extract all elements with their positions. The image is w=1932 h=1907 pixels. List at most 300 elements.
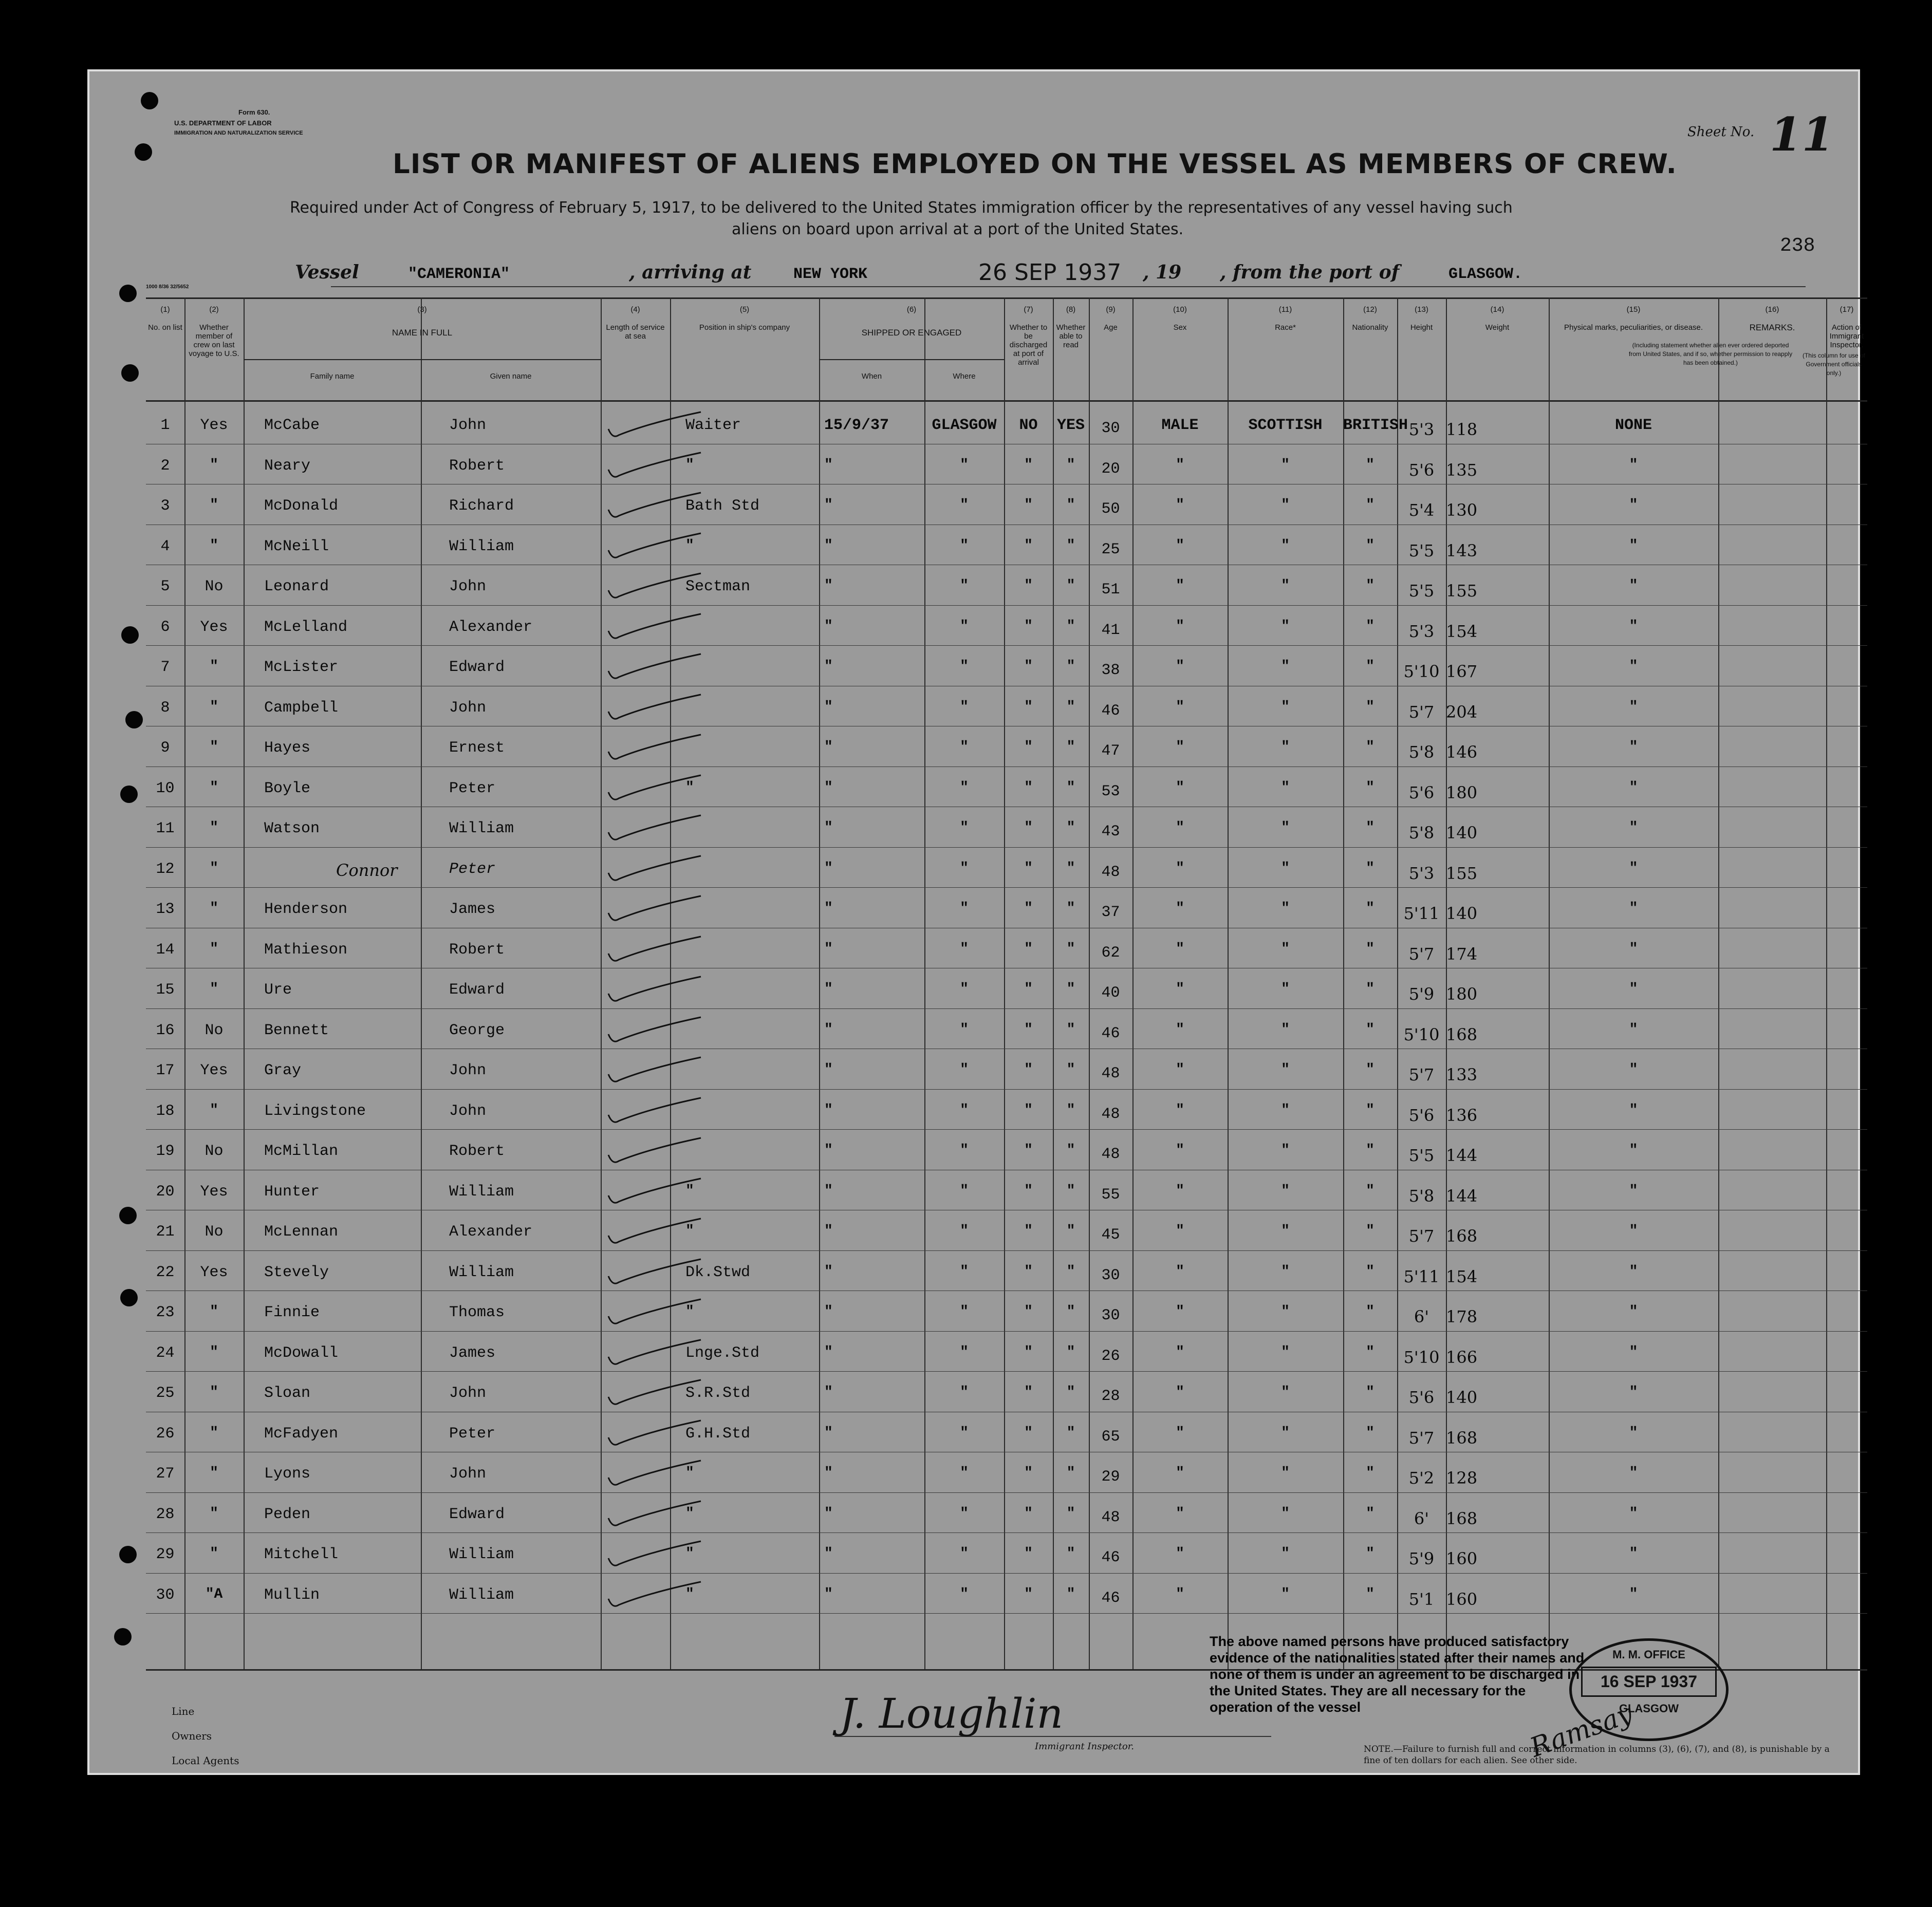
cell-family: McMillan (264, 1143, 339, 1160)
check-stroke (608, 1179, 701, 1203)
cell-weight: 180 (1446, 984, 1478, 1004)
cell-weight: 178 (1446, 1307, 1478, 1326)
office-stamp-bottom: GLASGOW (1619, 1702, 1679, 1715)
cell-weight: 133 (1446, 1065, 1478, 1085)
column-header: Physical marks, peculiarities, or disease. (1564, 323, 1703, 332)
cell-family: Gray (264, 1062, 302, 1079)
cell-position: Waiter (685, 417, 741, 434)
cell-read: " (1066, 981, 1075, 997)
service-check-mark (603, 490, 706, 526)
cell-given: John (449, 1062, 487, 1079)
cell-height: 5'7 (1408, 1428, 1435, 1448)
cell-read: " (1066, 578, 1075, 594)
punch-hole (121, 364, 139, 382)
cell-nat: " (1366, 537, 1374, 554)
cell-family: Mullin (264, 1586, 320, 1604)
cell-age: 20 (1101, 460, 1120, 478)
cell-no: 8 (160, 699, 170, 717)
cell-when: " (824, 820, 833, 836)
cell-nat: " (1366, 901, 1374, 917)
cell-disch: " (1024, 1344, 1033, 1360)
column-number: (10) (1173, 305, 1187, 314)
cell-nat: " (1366, 1546, 1374, 1562)
cell-age: 62 (1101, 944, 1120, 962)
cell-weight: 130 (1446, 500, 1478, 520)
cell-where: " (960, 981, 969, 997)
cell-no: 29 (156, 1546, 175, 1563)
cell-nat: " (1366, 1263, 1374, 1280)
footer-note-text: NOTE.—Failure to furnish full and correct information in columns (3), (6), (7), and (8), is punishable by a fine of ten dollars for each alien. See other side. (1364, 1744, 1830, 1766)
cell-no: 18 (156, 1102, 175, 1120)
cell-no: 2 (160, 457, 170, 475)
service-check-mark (603, 611, 706, 647)
cell-position: " (685, 1586, 694, 1602)
cell-prev: " (210, 1102, 218, 1118)
cell-age: 29 (1101, 1468, 1120, 1486)
cell-position: " (685, 1223, 694, 1239)
cell-age: 48 (1101, 863, 1120, 881)
cell-nat: " (1366, 981, 1374, 997)
cell-weight: 144 (1446, 1146, 1478, 1165)
cell-disch: " (1024, 1465, 1033, 1481)
cell-marks: " (1629, 1304, 1638, 1320)
cell-read: " (1066, 1425, 1075, 1441)
cell-race: " (1281, 1021, 1290, 1038)
cell-marks: " (1629, 537, 1638, 554)
cell-weight: 204 (1446, 702, 1478, 722)
cell-where: GLASGOW (932, 417, 997, 434)
cell-disch: " (1024, 537, 1033, 554)
cell-weight: 167 (1446, 662, 1478, 681)
cell-marks: " (1629, 1223, 1638, 1239)
service-check-mark (603, 1458, 706, 1494)
cell-when: " (824, 618, 833, 634)
check-stroke (608, 1420, 701, 1445)
year-label: , 19 (1143, 261, 1182, 283)
column-number: (7) (1024, 305, 1033, 314)
cell-prev: " (210, 739, 218, 755)
cell-family: Hayes (264, 739, 311, 757)
column-subheader: Given name (490, 372, 532, 381)
cell-age: 46 (1101, 1589, 1120, 1607)
cell-no: 5 (160, 578, 170, 595)
cell-nat: " (1366, 779, 1374, 796)
cell-prev: " (210, 981, 218, 997)
cell-given: Alexander (449, 618, 533, 636)
cell-age: 48 (1101, 1065, 1120, 1082)
cell-prev: " (210, 659, 218, 675)
print-code: 1000 8/36 32/5652 (146, 284, 189, 290)
footer-line-label: Line (172, 1705, 195, 1717)
table-row (89, 849, 1867, 890)
cell-read: " (1066, 1263, 1075, 1280)
cell-given: Alexander (449, 1223, 533, 1241)
cell-sex: " (1176, 1021, 1184, 1038)
cell-when: " (824, 1263, 833, 1280)
cell-marks: " (1629, 901, 1638, 917)
punch-hole (135, 143, 152, 161)
check-stroke (608, 1138, 701, 1162)
cell-where: " (960, 1263, 969, 1280)
cell-when: " (824, 1586, 833, 1602)
cell-marks: " (1629, 1021, 1638, 1038)
vessel-name: "CAMERONIA" (408, 266, 510, 283)
check-stroke (608, 977, 701, 1001)
column-header: Age (1104, 323, 1118, 332)
table-row (89, 446, 1867, 487)
cell-no: 12 (156, 860, 175, 878)
cell-family: Bennett (264, 1021, 329, 1039)
cell-given: John (449, 578, 487, 595)
cell-given: Thomas (449, 1304, 505, 1321)
cell-given: Edward (449, 659, 505, 676)
cell-nat: " (1366, 1505, 1374, 1522)
check-stroke (608, 937, 701, 961)
cell-family: Mitchell (264, 1546, 339, 1563)
cell-disch: " (1024, 739, 1033, 755)
cell-marks: " (1629, 578, 1638, 594)
cell-family: Mathieson (264, 941, 348, 959)
cell-race: " (1281, 860, 1290, 876)
cell-where: " (960, 578, 969, 594)
cell-family: McFadyen (264, 1425, 339, 1443)
service-check-mark (603, 853, 706, 889)
cell-sex: " (1176, 457, 1184, 473)
check-stroke (608, 412, 701, 436)
cell-read: " (1066, 1102, 1075, 1118)
cell-family: McDonald (264, 497, 339, 515)
column-number: (3) (417, 305, 427, 314)
cell-weight: 140 (1446, 904, 1478, 923)
cell-prev: No (205, 578, 224, 595)
cell-when: " (824, 699, 833, 715)
cell-weight: 144 (1446, 1186, 1478, 1206)
cell-marks: " (1629, 1102, 1638, 1118)
cell-when: " (824, 537, 833, 554)
cell-where: " (960, 659, 969, 675)
cell-weight: 140 (1446, 1388, 1478, 1407)
manifest-sheet (87, 69, 1866, 1775)
cell-sex: " (1176, 1505, 1184, 1522)
cell-prev: Yes (200, 1183, 228, 1201)
cell-weight: 155 (1446, 863, 1478, 883)
cell-disch: " (1024, 457, 1033, 473)
agent-signature: Ramsay (1526, 1698, 1637, 1764)
cell-read: " (1066, 1344, 1075, 1360)
check-stroke (608, 1098, 701, 1122)
cell-marks: " (1629, 1385, 1638, 1400)
arrival-port: NEW YORK (793, 266, 868, 283)
check-stroke (608, 1582, 701, 1606)
cell-height: 5'11 (1403, 1266, 1440, 1286)
service-check-mark (603, 893, 706, 929)
cell-marks: " (1629, 1344, 1638, 1360)
table-row (89, 527, 1867, 567)
cell-race: " (1281, 981, 1290, 997)
cell-given: William (449, 537, 514, 555)
cell-weight: 136 (1446, 1105, 1478, 1125)
cell-disch: " (1024, 1586, 1033, 1602)
cell-height: 5'7 (1408, 702, 1435, 722)
cell-race: " (1281, 578, 1290, 594)
cell-where: " (960, 1021, 969, 1038)
cell-prev: Yes (200, 1263, 228, 1281)
cell-age: 30 (1101, 420, 1120, 437)
cell-nat: " (1366, 1143, 1374, 1158)
column-number: (16) (1765, 305, 1779, 314)
cell-read: " (1066, 901, 1075, 917)
cell-given: Richard (449, 497, 514, 515)
cell-sex: " (1176, 1223, 1184, 1239)
cell-where: " (960, 820, 969, 836)
cell-read: " (1066, 1143, 1075, 1158)
cell-family: McLister (264, 659, 339, 676)
cell-family: McDowall (264, 1344, 339, 1362)
cell-race: " (1281, 537, 1290, 554)
cell-given: William (449, 1183, 514, 1201)
column-number: (13) (1415, 305, 1428, 314)
cell-when: " (824, 1183, 833, 1199)
cell-given: Edward (449, 981, 505, 999)
cell-prev: " (210, 1425, 218, 1441)
cell-prev: Yes (200, 618, 228, 636)
cell-where: " (960, 779, 969, 796)
service-check-mark (603, 1176, 706, 1212)
service-check-mark (603, 1216, 706, 1252)
cell-race: " (1281, 699, 1290, 715)
cell-family: Boyle (264, 779, 311, 797)
cell-where: " (960, 699, 969, 715)
cell-disch: " (1024, 497, 1033, 513)
service-check-mark (603, 531, 706, 567)
sheet-no-label: Sheet No. (1687, 124, 1755, 140)
cell-given: Ernest (449, 739, 505, 757)
cell-sex: " (1176, 901, 1184, 917)
cell-age: 43 (1101, 823, 1120, 840)
service-check-mark (603, 1337, 706, 1373)
cell-marks: " (1629, 1546, 1638, 1562)
table-row (89, 769, 1867, 809)
cell-weight: 135 (1446, 460, 1478, 480)
check-stroke (608, 453, 701, 477)
column-header: Weight (1485, 323, 1510, 332)
cell-age: 48 (1101, 1508, 1120, 1526)
cell-weight: 154 (1446, 1266, 1478, 1286)
check-stroke (608, 1541, 701, 1565)
cell-height: 5'3 (1408, 420, 1435, 439)
cell-read: " (1066, 1062, 1075, 1078)
cell-height: 5'7 (1408, 944, 1435, 964)
cell-nat: " (1366, 1062, 1374, 1078)
cell-prev: " (210, 1546, 218, 1562)
cell-disch: " (1024, 659, 1033, 675)
cell-age: 46 (1101, 702, 1120, 720)
column-number: (11) (1278, 305, 1292, 314)
table-row (89, 1373, 1867, 1414)
cell-when: " (824, 1143, 833, 1158)
cell-given: John (449, 1465, 487, 1483)
cell-weight: 168 (1446, 1024, 1478, 1044)
column-number: (5) (739, 305, 750, 314)
cell-given: Peter (449, 860, 496, 878)
cell-sex: " (1176, 1344, 1184, 1360)
cell-disch: " (1024, 1183, 1033, 1199)
cell-when: " (824, 779, 833, 796)
cell-position: " (685, 1505, 694, 1522)
column-header: Whether to be discharged at port of arrival (1009, 323, 1048, 367)
cell-marks: " (1629, 1586, 1638, 1602)
cell-no: 23 (156, 1304, 175, 1321)
cell-height: 5'5 (1408, 1146, 1435, 1165)
column-subheader: Where (953, 372, 976, 381)
sheet-no-value: 11 (1770, 107, 1834, 162)
cell-weight: 168 (1446, 1226, 1478, 1246)
column-header: Race* (1275, 323, 1296, 332)
cell-nat: " (1366, 1183, 1374, 1199)
cell-no: 16 (156, 1021, 175, 1039)
cell-read: " (1066, 618, 1075, 634)
cell-race: " (1281, 457, 1290, 473)
cell-where: " (960, 1385, 969, 1400)
cell-sex: " (1176, 578, 1184, 594)
check-stroke (608, 1057, 701, 1081)
cell-race: " (1281, 779, 1290, 796)
check-stroke (608, 1501, 701, 1525)
cell-given: Edward (449, 1505, 505, 1523)
cell-height: 6' (1414, 1508, 1429, 1528)
cell-sex: MALE (1161, 417, 1199, 434)
column-number: (2) (209, 305, 219, 314)
cell-disch: " (1024, 699, 1033, 715)
cell-disch: " (1024, 860, 1033, 876)
cell-marks: " (1629, 1465, 1638, 1481)
punch-hole (119, 285, 137, 302)
table-row (89, 1091, 1867, 1132)
cell-prev: " (210, 457, 218, 473)
cell-sex: " (1176, 537, 1184, 554)
cell-read: " (1066, 497, 1075, 513)
cell-no: 15 (156, 981, 175, 999)
cell-nat: " (1366, 1304, 1374, 1320)
column-subheader: (This column for use of Government officials only.) (1802, 352, 1866, 377)
cell-when: " (824, 578, 833, 594)
cell-height: 5'5 (1408, 540, 1435, 560)
cell-when: " (824, 659, 833, 675)
cell-no: 22 (156, 1263, 175, 1281)
cell-prev: " (210, 497, 218, 513)
cell-height: 5'6 (1408, 1388, 1435, 1407)
table-row (89, 1535, 1867, 1575)
service-check-mark (603, 1579, 706, 1615)
table-row (89, 970, 1867, 1011)
cell-nat: " (1366, 659, 1374, 675)
cell-no: 24 (156, 1344, 175, 1362)
cell-sex: " (1176, 779, 1184, 796)
cell-position: Sectman (685, 578, 751, 595)
cell-when: " (824, 1021, 833, 1038)
cell-read: " (1066, 457, 1075, 473)
cell-age: 46 (1101, 1024, 1120, 1042)
subtitle-line-1: Required under Act of Congress of February 5, 1917, to be delivered to the United States immigration officer by the representatives of any vessel having such (290, 199, 1513, 217)
cell-height: 5'11 (1403, 904, 1440, 923)
cell-when: " (824, 1385, 833, 1400)
table-row (89, 1454, 1867, 1494)
service-check-mark (603, 1135, 706, 1171)
cell-age: 38 (1101, 662, 1120, 679)
from-port: GLASGOW. (1448, 266, 1523, 283)
column-number: (15) (1626, 305, 1641, 314)
cell-where: " (960, 618, 969, 634)
column-header: NAME IN FULL (392, 328, 453, 338)
cell-no: 1 (160, 417, 170, 434)
check-stroke (608, 1017, 701, 1041)
cell-family: Stevely (264, 1263, 329, 1281)
cell-given: Peter (449, 779, 496, 797)
cell-height: 5'8 (1408, 742, 1435, 762)
cell-read: " (1066, 1304, 1075, 1320)
cell-height: 5'8 (1408, 1186, 1435, 1206)
cell-height: 5'6 (1408, 460, 1435, 480)
cell-race: " (1281, 1546, 1290, 1562)
cell-nat: " (1366, 860, 1374, 876)
cell-when: " (824, 941, 833, 957)
cell-race: SCOTTISH (1248, 417, 1323, 434)
cell-family: Henderson (264, 901, 348, 918)
cell-marks: " (1629, 981, 1638, 997)
cell-sex: " (1176, 1062, 1184, 1078)
cell-given: John (449, 1102, 487, 1120)
cell-height: 5'5 (1408, 581, 1435, 601)
cell-read: " (1066, 659, 1075, 675)
cell-given: John (449, 417, 487, 434)
cell-position: " (685, 457, 694, 473)
cell-marks: " (1629, 457, 1638, 473)
service-check-mark (603, 1539, 706, 1575)
cell-nat: " (1366, 618, 1374, 634)
check-stroke (608, 1340, 701, 1364)
cell-family: Watson (264, 820, 320, 837)
column-number: (1) (160, 305, 170, 314)
cell-height: 5'7 (1408, 1226, 1435, 1246)
cell-when: " (824, 1425, 833, 1441)
cell-weight: 154 (1446, 621, 1478, 641)
cell-position: " (685, 537, 694, 554)
cell-given: Robert (449, 1143, 505, 1160)
cell-race: " (1281, 1586, 1290, 1602)
table-row (89, 1011, 1867, 1051)
service-check-mark (603, 732, 706, 768)
cell-where: " (960, 1143, 969, 1158)
cell-no: 28 (156, 1505, 175, 1523)
cell-no: 19 (156, 1143, 175, 1160)
cell-height: 5'8 (1408, 823, 1435, 843)
cell-height: 5'6 (1408, 1105, 1435, 1125)
cell-given: William (449, 820, 514, 837)
cell-age: 65 (1101, 1428, 1120, 1446)
table-top-border (146, 297, 1867, 299)
cell-race: " (1281, 901, 1290, 917)
cell-race: " (1281, 1062, 1290, 1078)
cell-weight: 140 (1446, 823, 1478, 843)
cell-sex: " (1176, 1385, 1184, 1400)
cell-marks: " (1629, 1425, 1638, 1441)
check-stroke (608, 573, 701, 597)
column-header: Position in ship's company (699, 323, 790, 332)
cell-marks: " (1629, 1263, 1638, 1280)
cell-nat: " (1366, 1021, 1374, 1038)
column-number: (8) (1066, 305, 1076, 314)
table-row (89, 567, 1867, 607)
